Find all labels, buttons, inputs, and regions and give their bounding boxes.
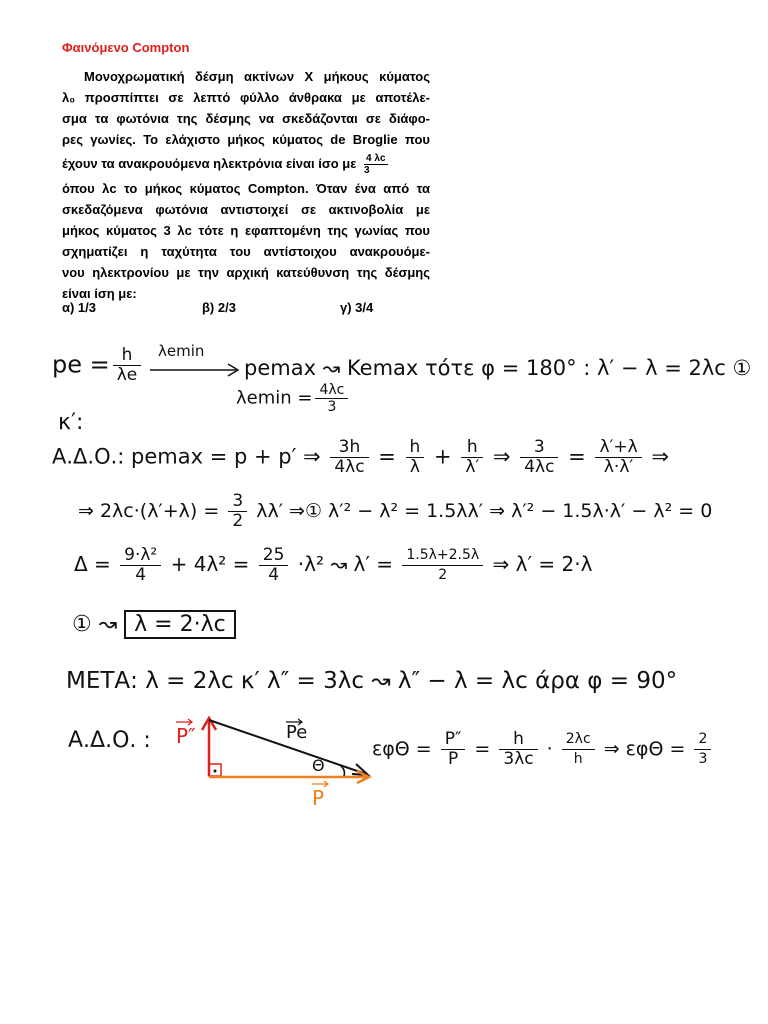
fraction: $\frac{\text{9·λ²}}{4}$	[120, 546, 161, 585]
answer-a: α) 1/3	[62, 300, 97, 315]
solution-line-8: ΜΕΤΑ: λ = 2λc κ′ λ″ = 3λc ↝ λ″ − λ = λc άρα φ = 90°	[66, 668, 678, 694]
problem-line: Μονοχρωματική δέσμη ακτίνων X μήκους κύματος	[84, 69, 430, 84]
fraction: $\frac{h}{3\lambda c}$	[499, 730, 537, 769]
fraction: $\frac{25}{4}$	[259, 546, 289, 585]
fraction-denominator: 3	[364, 165, 370, 177]
fraction: $\frac{h}{\lambda'}$	[461, 438, 483, 477]
pe-vector-label: Pe	[286, 722, 308, 743]
fraction: $\frac{\lambda'+\lambda}{\lambda\cdot\lambda'}$	[595, 438, 641, 477]
problem-line: όπου λc το μήκος κύματος Compton. Όταν ένα από τα	[62, 181, 430, 196]
solution-line-5: ⇒ 2λc·(λ′+λ) = $\frac{3}{2}$ λλ′ ⇒① λ′² − λ² = 1.5λλ′ ⇒ λ′² − 1.5λ·λ′ − λ² = 0	[78, 491, 713, 531]
p-vector-label: P	[312, 786, 325, 810]
problem-line: νου ηλεκτρονίου με την αρχική κατεύθυνση της δέσμης	[62, 265, 430, 280]
solution-line-3: κ′:	[58, 410, 84, 435]
page-title: Φαινόμενο Compton	[62, 40, 190, 55]
right-angle-dot	[214, 770, 217, 773]
problem-line: σμα τα φωτόνια της δέσμης να σκεδάζονται σε διάφο-	[62, 111, 430, 126]
boxed-result: λ = 2·λc	[124, 610, 236, 639]
problem-line: μήκος κύματος 3 λc τότε η εφαπτομένη της γωνίας που	[62, 223, 430, 238]
problem-line: σχηματίζει η ταχύτητα του αντίστοιχου ανακρουόμε-	[62, 244, 430, 259]
answer-b: β) 2/3	[202, 300, 236, 315]
problem-line: λ₀ προσπίπτει σε λεπτό φύλλο άνθρακα με αποτέλε-	[62, 90, 430, 105]
theta-label: Θ	[312, 756, 325, 775]
solution-line-4: Α.Δ.Ο.: pemax = p + p′ ⇒ $\frac{3h}{4\lambda c}$ = $\frac{h}{\lambda}$ + $\frac{h}{\lambda'}$ ⇒ $\frac{3}{4\lambda c}$ = $\frac{\lambda'+\lambda}{\lambda\cdot\lambda'}$ ⇒	[52, 437, 669, 477]
solution-line-9-equation: εφΘ = $\frac{P''}{P}$ = $\frac{h}{3\lambda c}$ · $\frac{2\lambda c}{h}$ ⇒ εφΘ = $\frac{2}{3}$	[372, 730, 714, 769]
fraction: $\frac{2\lambda c}{h}$	[562, 730, 595, 769]
fraction-numerator: 4 λc	[366, 153, 386, 165]
problem-line: έχουν τα ανακρουόμενα ηλεκτρόνια είναι ίσο με	[62, 156, 357, 171]
arrow-label-lemin: λemin	[158, 342, 205, 360]
problem-line: είναι ίση με:	[62, 286, 137, 301]
solution-line-7: ① ↝ λ = 2·λc	[72, 612, 236, 637]
pe-fraction: $\frac{h}{\lambda e}$	[113, 346, 142, 385]
solution-line-2: λemin = $\frac{4\lambda c}{3}$	[236, 382, 351, 415]
lemin-fraction: $\frac{4\lambda c}{3}$	[315, 382, 348, 415]
fraction: $\frac{3}{4\lambda c}$	[520, 438, 558, 477]
fraction: $\frac{h}{\lambda}$	[406, 438, 425, 477]
answer-c: γ) 3/4	[340, 300, 374, 315]
solution-line-9-label: Α.Δ.Ο. :	[68, 728, 151, 753]
fraction: $\frac{3h}{4\lambda c}$	[330, 438, 368, 477]
p-double-prime-label: P″	[176, 724, 196, 748]
solution-line-1-rest: pemax ↝ Kemax τότε φ = 180° : λ′ − λ = 2λc ①	[244, 356, 752, 380]
fraction: $\frac{2}{3}$	[694, 730, 711, 769]
solution-line-6: Δ = $\frac{\text{9·λ²}}{4}$ + 4λ² = $\frac{25}{4}$ ·λ² ↝ λ′ = $\frac{1.5\lambda+2.5\lambda}{2}$ ⇒ λ′ = 2·λ	[74, 545, 593, 585]
fraction: $\frac{1.5\lambda+2.5\lambda}{2}$	[402, 546, 483, 585]
problem-line: σκεδαζόμενα φωτόνια αντιστοιχεί σε ακτινοβολία με	[62, 202, 430, 217]
fraction: $\frac{3}{2}$	[228, 492, 247, 531]
problem-line: ρες γωνίες. Το ελάχιστο μήκος κύματος de Broglie που	[62, 132, 430, 147]
pe-label: pe =	[52, 350, 110, 379]
fraction: $\frac{P''}{P}$	[441, 730, 466, 769]
